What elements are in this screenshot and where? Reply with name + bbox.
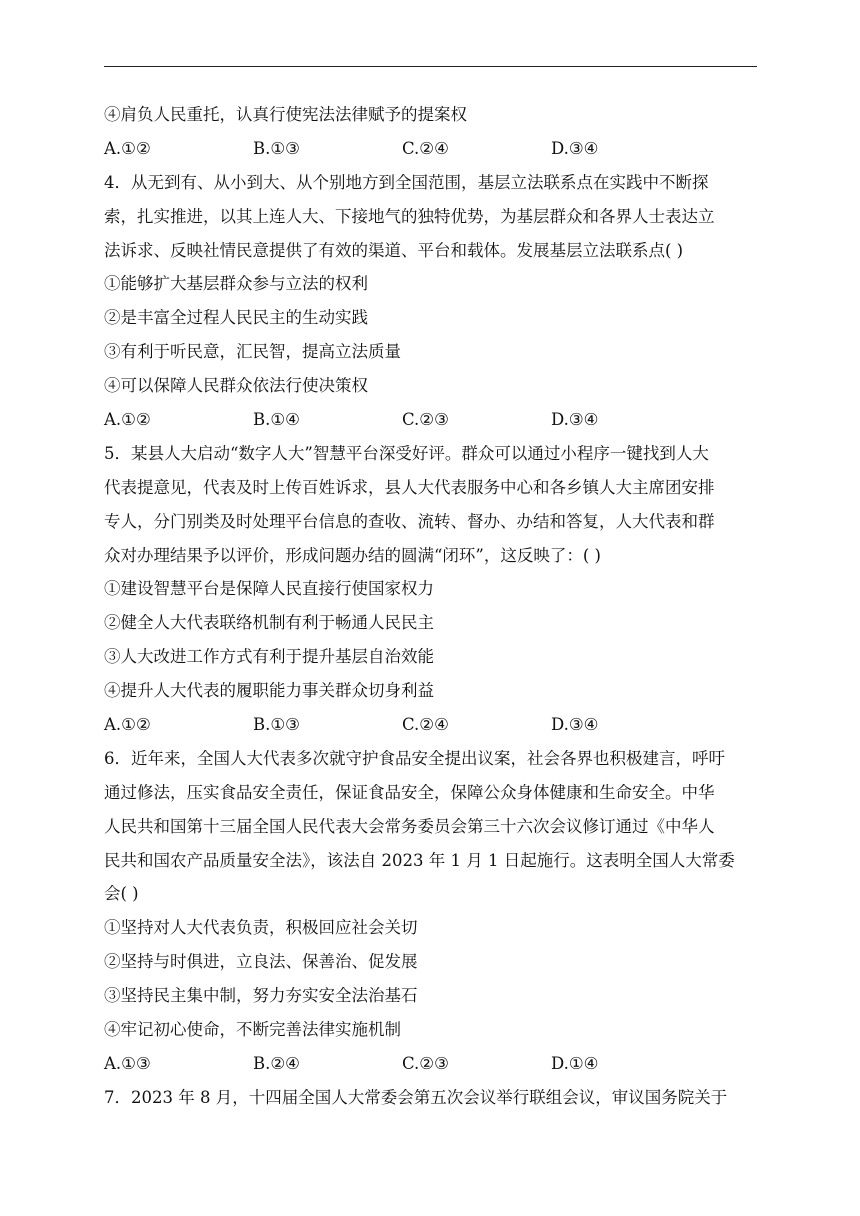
q4-stem-line-1: 4．从无到有、从小到大、从个别地方到全国范围，基层立法联系点在实践中不断探 (104, 172, 709, 192)
q5-statement-3: ③人大改进工作方式有利于提升基层自治效能 (104, 647, 434, 667)
q3-options (104, 132, 758, 166)
q6-statement-2: ②坚持与时俱进，立良法、保善治、促发展 (104, 952, 418, 972)
q5-statement-1: ①建设智慧平台是保障人民直接行使国家权力 (104, 579, 434, 599)
q5-statement-2: ②健全人大代表联络机制有利于畅通人民民主 (104, 613, 434, 633)
q6-options (104, 1047, 758, 1081)
q3-option-c: C.②④ (402, 138, 449, 158)
q6-stem-line-2: 通过修法，压实食品安全责任，保证食品安全，保障公众身体健康和生命安全。中华 (104, 782, 715, 802)
q6-statement-4: ④牢记初心使命，不断完善法律实施机制 (104, 1020, 401, 1040)
q5-option-b: B.①③ (253, 715, 300, 735)
q5-stem-line-4: 众对办理结果予以评价，形成问题办结的圆满“闭环”，这反映了：( ) (104, 545, 601, 565)
q5-option-c: C.②④ (402, 715, 449, 735)
q6-statement-1: ①坚持对人大代表负责，积极回应社会关切 (104, 918, 418, 938)
q6-stem-line-1: 6．近年来，全国人大代表多次就守护食品安全提出议案，社会各界也积极建言，呼吁 (104, 748, 725, 768)
q4-option-b: B.①④ (253, 410, 300, 430)
q3-option-b: B.①③ (253, 138, 300, 158)
header-rule (104, 66, 757, 67)
q5-options (104, 708, 758, 742)
q4-statement-4: ④可以保障人民群众依法行使决策权 (104, 376, 368, 396)
q6-stem-line-3: 人民共和国第十三届全国人民代表大会常务委员会第三十六次会议修订通过《中华人 (104, 816, 715, 836)
q3-statement-4: ④肩负人民重托，认真行使宪法法律赋予的提案权 (104, 105, 467, 124)
q6-option-d: D.①④ (551, 1053, 599, 1073)
q4-options (104, 403, 758, 437)
q4-statement-2: ②是丰富全过程人民民主的生动实践 (104, 308, 368, 328)
q5-option-d: D.③④ (551, 715, 599, 735)
q4-option-c: C.②③ (402, 410, 449, 430)
q7-stem-line-1: 7．2023 年 8 月，十四届全国人大常委会第五次会议举行联组会议，审议国务院关于 (104, 1087, 728, 1107)
q6-option-a: A.①③ (104, 1053, 151, 1073)
q4-stem-line-2: 索，扎实推进，以其上连人大、下接地气的独特优势，为基层群众和各界人士表达立 (104, 206, 715, 226)
q4-statement-3: ③有利于听民意，汇民智，提高立法质量 (104, 342, 401, 362)
q6-option-b: B.②④ (253, 1053, 300, 1073)
q3-option-d: D.③④ (551, 138, 599, 158)
q4-option-a: A.①② (104, 410, 151, 430)
q5-option-a: A.①② (104, 715, 151, 735)
q4-option-d: D.③④ (551, 410, 599, 430)
q6-statement-3: ③坚持民主集中制，努力夯实安全法治基石 (104, 986, 418, 1006)
q4-statement-1: ①能够扩大基层群众参与立法的权利 (104, 274, 368, 294)
q5-stem-line-1: 5．某县人大启动“数字人大”智慧平台深受好评。群众可以通过小程序一键找到人大 (104, 443, 709, 463)
q6-option-c: C.②③ (402, 1053, 449, 1073)
q3-option-a: A.①② (104, 138, 151, 158)
q6-stem-line-5: 会( ) (104, 884, 139, 904)
q6-stem-line-4: 民共和国农产品质量安全法》，该法自 2023 年 1 月 1 日起施行。这表明全国人大常委 (104, 850, 735, 870)
question-content (104, 98, 758, 1115)
q5-statement-4: ④提升人大代表的履职能力事关群众切身利益 (104, 681, 434, 701)
q4-stem-line-3: 法诉求、反映社情民意提供了有效的渠道、平台和载体。发展基层立法联系点( ) (104, 240, 684, 260)
q5-stem-line-2: 代表提意见，代表及时上传百姓诉求，县人大代表服务中心和各乡镇人大主席团安排 (104, 477, 715, 497)
q5-stem-line-3: 专人，分门别类及时处理平台信息的查收、流转、督办、办结和答复，人大代表和群 (104, 511, 715, 531)
